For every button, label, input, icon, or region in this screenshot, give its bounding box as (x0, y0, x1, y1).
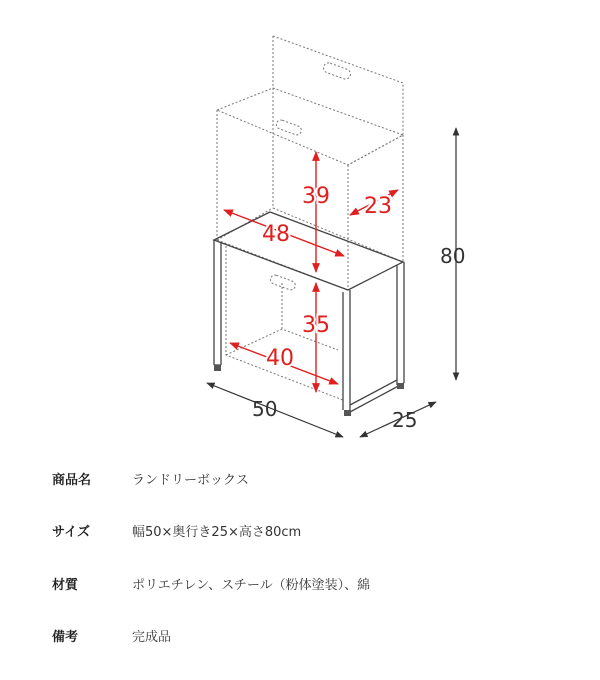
outer-dimension-arrows (207, 128, 456, 437)
spec-label: 備考 (52, 630, 79, 645)
label-depth: 25 (392, 408, 418, 432)
spec-value: 完成品 (132, 630, 172, 645)
spec-row-size (0, 521, 600, 551)
spec-label: サイズ (52, 525, 90, 540)
spec-row-material (0, 574, 600, 604)
spec-value: ポリエチレン、スチール（粉体塗装）、綿 (132, 578, 371, 593)
label-upper-height: 39 (302, 184, 330, 209)
label-width: 50 (252, 397, 278, 421)
spec-value: 幅50×奥行き25×高さ80cm (132, 525, 302, 540)
spec-label: 材質 (52, 578, 79, 593)
label-lower-height: 35 (302, 313, 330, 338)
label-total-height: 80 (440, 244, 466, 268)
label-lower-width: 40 (266, 346, 294, 371)
label-upper-depth: 23 (364, 194, 392, 219)
spec-value: ランドリーボックス (132, 473, 249, 488)
spec-row-notes (0, 626, 600, 656)
spec-row-product-name (0, 469, 600, 499)
label-upper-width: 48 (262, 222, 290, 247)
spec-label: 商品名 (52, 473, 92, 488)
